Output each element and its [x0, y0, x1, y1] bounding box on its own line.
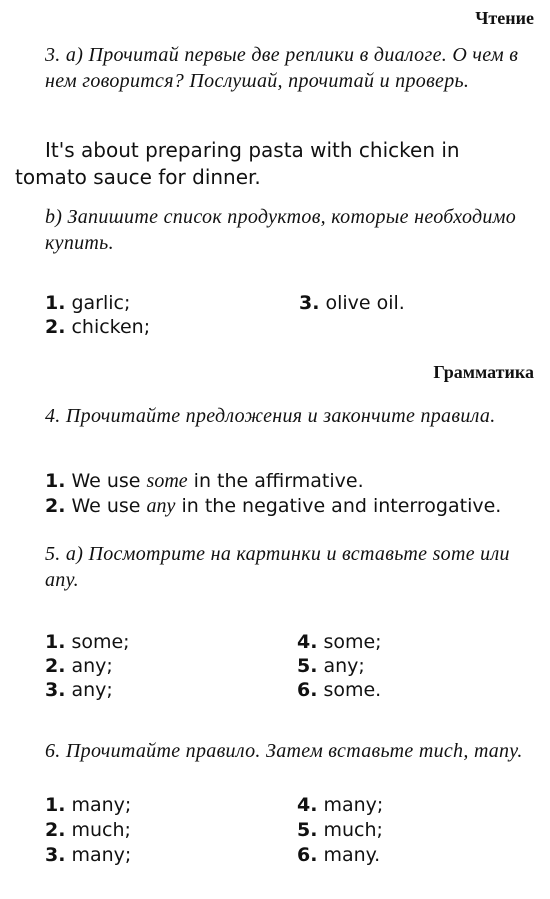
rule-text-post: in the negative and interrogative. [175, 495, 502, 517]
answer-3a-text: It's about preparing pasta with chicken in tomato sauce for dinner. [15, 138, 460, 189]
answer-item [45, 843, 131, 867]
answer-number: 5. [297, 819, 318, 841]
answer-text: any; [71, 655, 113, 677]
answer-text: many; [71, 794, 132, 816]
task-6-instruction: 6. Прочитайте правило. Затем вставьте much, many. [45, 740, 523, 762]
answer-text: much; [71, 819, 131, 841]
answer-item [45, 630, 130, 654]
answer-item [45, 678, 113, 702]
task-5-instruction: 5. а) Посмотрите на картинки и вставьте some или any. [45, 543, 510, 591]
answer-item [297, 654, 365, 678]
section-heading-reading: Чтение [475, 8, 534, 28]
list-item-number: 3. [299, 292, 320, 314]
rule-number: 2. [45, 495, 66, 517]
answer-number: 4. [297, 631, 318, 653]
answer-number: 2. [45, 819, 66, 841]
answer-text: any; [71, 679, 113, 701]
rule-number: 1. [45, 470, 66, 492]
rule-item [45, 469, 364, 493]
answer-item [297, 630, 382, 654]
answer-number: 1. [45, 631, 66, 653]
rule-keyword: any [146, 495, 176, 517]
list-item [299, 291, 405, 315]
answer-text: some; [71, 631, 130, 653]
answer-text: many; [71, 844, 132, 866]
task-4-instruction: 4. Прочитайте предложения и закончите правила. [45, 405, 496, 427]
list-item-text: olive oil. [325, 292, 405, 314]
rule-text-post: in the affirmative. [187, 470, 364, 492]
section-heading-grammar: Грамматика [433, 362, 534, 382]
list-item [45, 291, 130, 315]
answer-text: many; [323, 794, 384, 816]
answer-number: 6. [297, 679, 318, 701]
answer-number: 5. [297, 655, 318, 677]
rule-text-pre: We use [71, 495, 147, 517]
answer-3a-paragraph [15, 137, 530, 191]
answer-item [45, 793, 131, 817]
answer-number: 6. [297, 844, 318, 866]
answer-text: much; [323, 819, 383, 841]
answer-number: 3. [45, 679, 66, 701]
list-item-number: 2. [45, 316, 66, 338]
answer-number: 3. [45, 844, 66, 866]
rule-keyword: some [146, 470, 188, 492]
answer-text: some; [323, 631, 382, 653]
answer-item [45, 654, 113, 678]
answer-text: any; [323, 655, 365, 677]
answer-item [297, 818, 383, 842]
answer-number: 4. [297, 794, 318, 816]
answer-text: some. [323, 679, 382, 701]
task-3a-instruction: 3. а) Прочитай первые две реплики в диалоге. О чем в нем говорится? Послушай, прочитай и проверь. [45, 44, 519, 92]
list-item [45, 315, 150, 339]
list-item-text: garlic; [71, 292, 131, 314]
answer-text: many. [323, 844, 381, 866]
answer-item [297, 678, 381, 702]
rule-item [45, 494, 501, 518]
list-item-number: 1. [45, 292, 66, 314]
rule-text-pre: We use [71, 470, 147, 492]
answer-item [45, 818, 131, 842]
task-3b-instruction: b) Запишите список продуктов, которые необходимо купить. [45, 206, 517, 254]
answer-item [297, 843, 380, 867]
answer-item [297, 793, 383, 817]
list-item-text: chicken; [71, 316, 151, 338]
answer-number: 2. [45, 655, 66, 677]
answer-number: 1. [45, 794, 66, 816]
